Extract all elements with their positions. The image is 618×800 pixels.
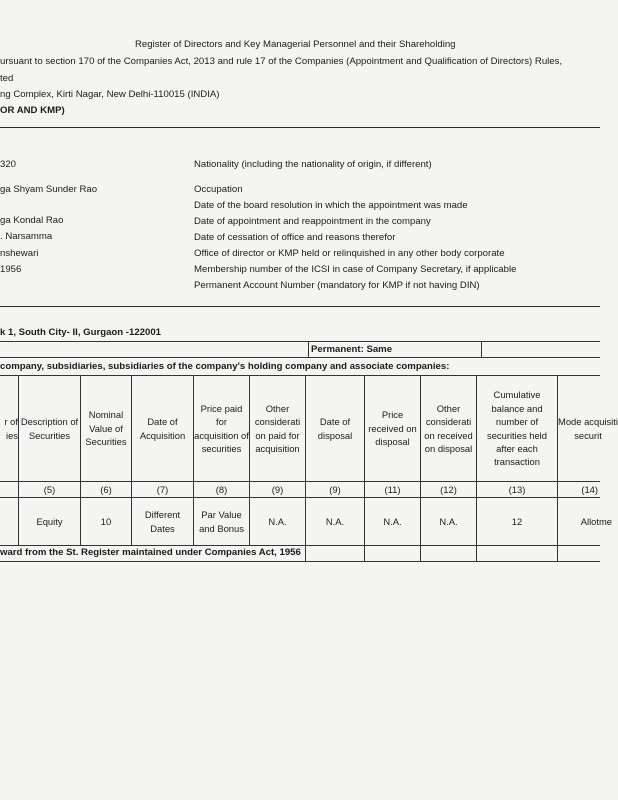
detail-value: nshewari <box>0 248 39 259</box>
detail-label: Date of the board resolution in which the appointment was made <box>194 200 468 211</box>
detail-value: 320 <box>0 159 17 170</box>
column-number: (5) <box>43 483 56 495</box>
column-number: (9) <box>271 483 284 495</box>
row-price-paid: Par Value and Bonus <box>199 509 244 534</box>
detail-value: ga Kondal Rao <box>0 215 64 226</box>
column-number: (6) <box>100 483 112 495</box>
detail-label: Membership number of the ICSI in case of Company Secretary, if applicable <box>194 264 517 275</box>
header-nominal-value: Nominal Value of Securities <box>85 409 127 448</box>
header-number-of-securities: r of ies <box>4 416 18 441</box>
detail-value: . Narsamma <box>0 231 53 242</box>
details-divider <box>0 306 600 307</box>
table-rule <box>0 545 600 546</box>
row-other-consideration-paid: N.A. <box>268 515 287 527</box>
header-other-consideration-paid: Other considerati on paid for acquisition <box>254 402 301 454</box>
register-subtitle: ursuant to section 170 of the Companies Act, 2013 and rule 17 of the Companies (Appointment and Qualification of Directors) Rules, <box>0 56 563 67</box>
header-other-consideration-received: Other considerati on received on disposal <box>424 402 473 454</box>
table-rule <box>0 561 600 562</box>
header-price-paid: Price paid for acquisition of securities <box>194 402 249 454</box>
row-date-of-disposal: N.A. <box>325 515 345 527</box>
detail-label: Date of appointment and reappointment in the company <box>194 216 431 227</box>
column-number: (8) <box>215 483 228 495</box>
column-number: (13) <box>508 483 526 495</box>
detail-label: Office of director or KMP held or relinquished in any other body corporate <box>194 248 505 259</box>
company-name-line: ted <box>0 73 14 84</box>
address-rule-bottom <box>0 357 600 358</box>
permanent-cell-left-border <box>308 341 309 358</box>
detail-label: Date of cessation of office and reasons therefor <box>194 232 396 243</box>
column-number: (7) <box>156 483 169 495</box>
row-mode-of-acquisition: Allotme <box>580 515 612 527</box>
table-footer-note: ward from the St. Register maintained under Companies Act, 1956 <box>0 547 301 558</box>
permanent-cell-right-border <box>481 341 482 358</box>
detail-value: 1956 <box>0 264 22 275</box>
row-nominal-value: 10 <box>100 515 112 527</box>
row-description: Equity <box>36 515 63 527</box>
row-price-received: N.A. <box>383 515 402 527</box>
header-cumulative-balance: Cumulative balance and number of securities held after each transaction <box>487 389 547 468</box>
address-rule <box>0 341 600 342</box>
category-line: OR AND KMP) <box>0 105 65 116</box>
detail-label: Nationality (including the nationality of origin, if different) <box>194 159 432 170</box>
header-divider <box>0 127 600 128</box>
detail-label: Permanent Account Number (mandatory for KMP if not having DIN) <box>194 280 480 291</box>
detail-label: Occupation <box>194 184 243 195</box>
company-address-line: ng Complex, Kirti Nagar, New Delhi-110015 (INDIA) <box>0 89 220 100</box>
column-number: (12) <box>440 483 457 495</box>
detail-value: ga Shyam Sunder Rao <box>0 184 98 195</box>
header-description: Description of Securities <box>20 416 79 441</box>
header-mode-of-acquisition: Mode acquisiti securit <box>558 416 618 441</box>
row-date-of-acquisition: Different Dates <box>144 509 181 534</box>
column-number: (14) <box>581 483 598 495</box>
section-heading: company, subsidiaries, subsidiaries of the company's holding company and associate companies: <box>0 361 450 372</box>
header-price-received: Price received on disposal <box>368 409 417 448</box>
permanent-address: Permanent: Same <box>311 344 393 355</box>
register-title: Register of Directors and Key Managerial Personnel and their Shareholding <box>135 39 456 50</box>
row-other-consideration-received: N.A. <box>439 515 458 527</box>
header-date-of-acquisition: Date of Acquisition <box>139 416 186 441</box>
column-number: (9) <box>329 483 341 495</box>
present-address: k 1, South City- II, Gurgaon -122001 <box>0 327 161 338</box>
row-cumulative-balance: 12 <box>511 515 523 527</box>
header-date-of-disposal: Date of disposal <box>317 416 353 441</box>
column-number: (11) <box>384 483 401 495</box>
